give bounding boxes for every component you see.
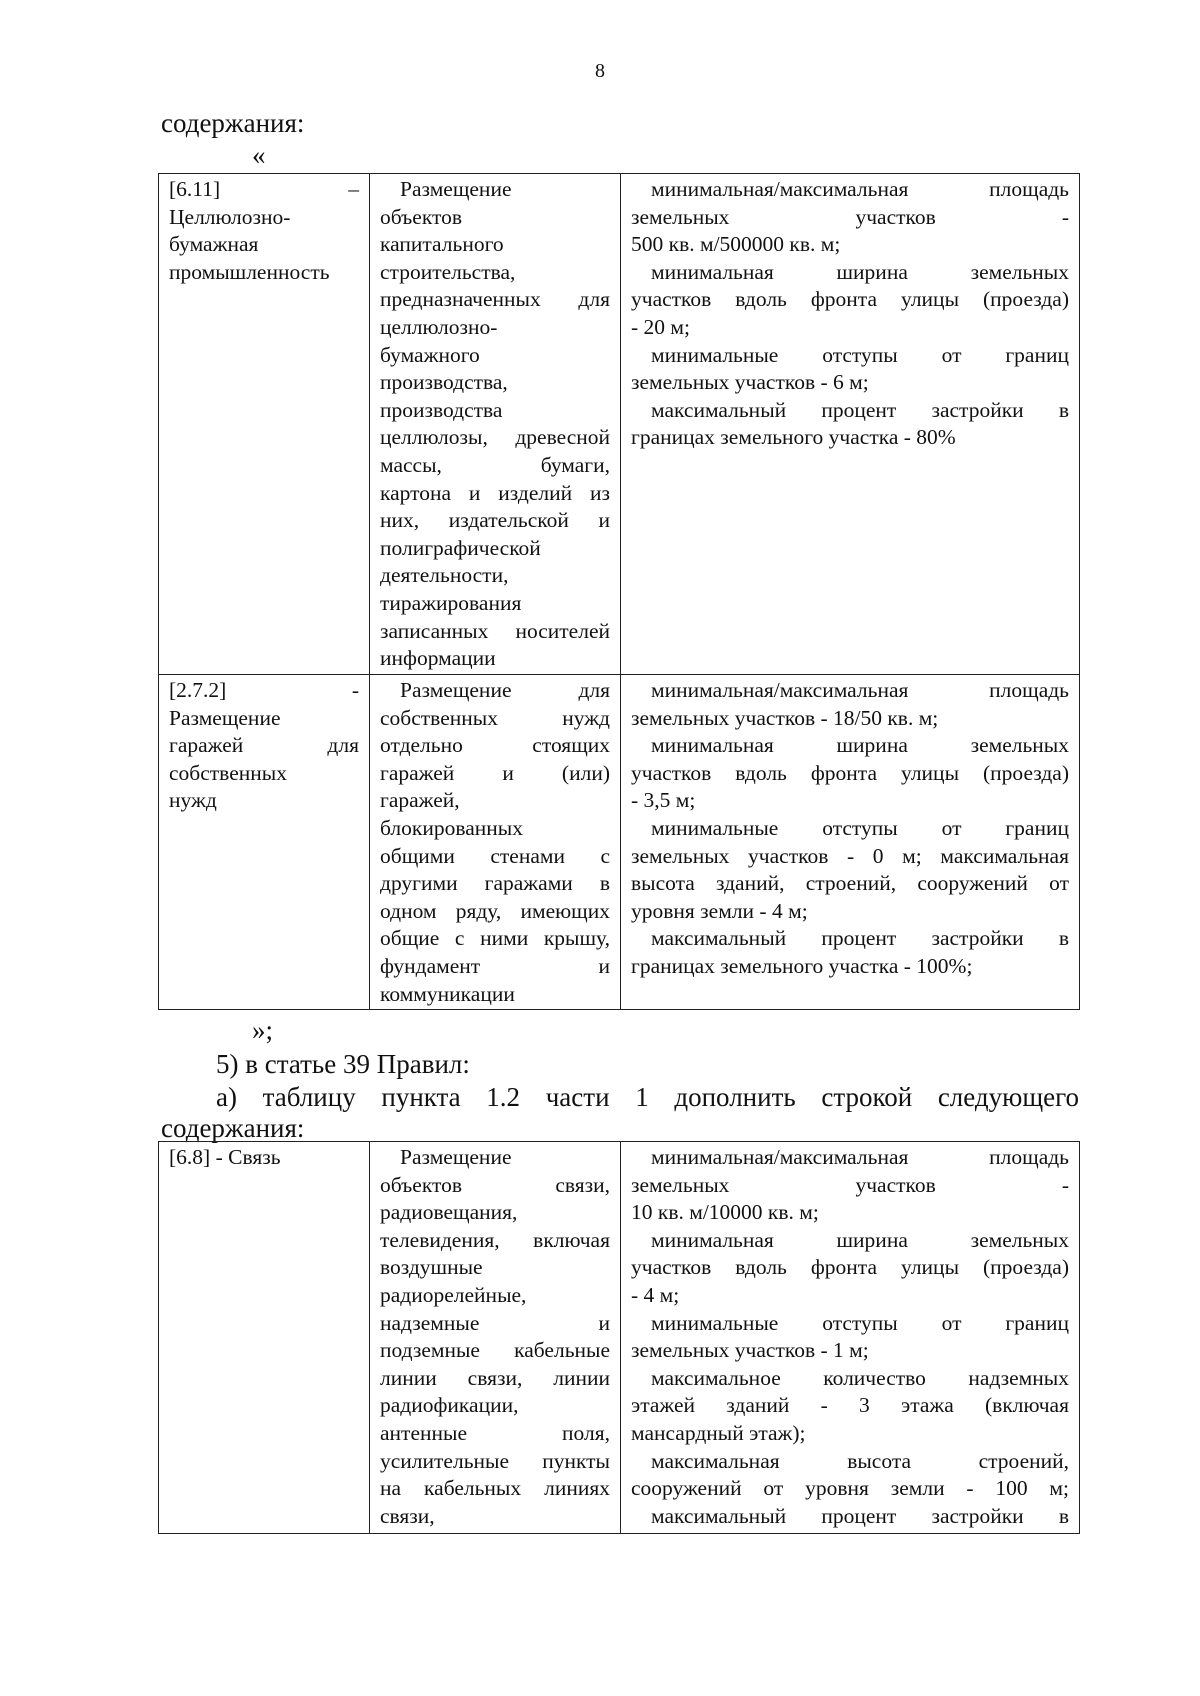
description-line: них, издательской и — [380, 508, 610, 533]
parameter-line: уровня земли - 4 м; — [631, 898, 808, 923]
description-line: объектов — [380, 204, 462, 229]
description-line: линии связи, линии — [380, 1365, 610, 1390]
description-line: Размещение для — [400, 678, 610, 702]
code-line: Размещение — [169, 705, 281, 730]
code-line: гаражей для — [169, 733, 359, 758]
code-line: [6.11] – — [169, 177, 359, 201]
description-line: Размещение — [400, 1145, 512, 1169]
parameter-line: минимальная ширина земельных — [651, 259, 1069, 284]
parameter-line: максимальный процент застройки в — [651, 926, 1069, 951]
description-line: собственных нужд — [380, 705, 610, 730]
description-line: информации — [380, 646, 496, 671]
page-number: 8 — [595, 60, 605, 82]
parameter-line: земельных участков - 0 м; максимальная — [631, 843, 1069, 868]
code-line: [6.8] - Связь — [169, 1145, 281, 1169]
description-line: предназначенных для — [380, 287, 610, 312]
parameter-line: максимальный процент застройки в — [651, 397, 1069, 422]
parameter-line: минимальная ширина земельных — [651, 1227, 1069, 1252]
parameters-cell — [621, 1142, 1080, 1534]
parameter-line: - 4 м; — [631, 1282, 680, 1307]
parameter-line: минимальные отступы от границ — [651, 342, 1069, 367]
description-line: коммуникации — [380, 981, 515, 1006]
description-line: воздушные — [380, 1255, 483, 1280]
description-line: гаражей, — [380, 788, 460, 813]
parameter-line: максимальное количество надземных — [651, 1365, 1069, 1390]
parameter-line: минимальная/максимальная площадь — [651, 678, 1069, 702]
description-line: капитального — [380, 232, 504, 257]
code-line: собственных — [169, 760, 287, 785]
parameter-line: мансардный этаж); — [631, 1420, 806, 1445]
description-line: картона и изделий из — [380, 480, 610, 505]
parameter-line: минимальные отступы от границ — [651, 815, 1069, 840]
description-line: надземные и — [380, 1310, 610, 1335]
parameter-line: минимальные отступы от границ — [651, 1310, 1069, 1335]
description-line: радиовещания, — [380, 1200, 518, 1225]
description-line: тиражирования — [380, 590, 522, 615]
description-line: связи, — [380, 1503, 435, 1528]
description-cell — [370, 675, 621, 1010]
table-row — [159, 174, 1080, 675]
parameter-line: границах земельного участка - 100%; — [631, 953, 973, 978]
parameter-line: 10 кв. м/10000 кв. м; — [631, 1200, 819, 1225]
description-line: телевидения, включая — [380, 1227, 610, 1252]
description-line: другими гаражами в — [380, 871, 610, 896]
table-row — [159, 1142, 1080, 1534]
parameter-line: минимальная ширина земельных — [651, 733, 1069, 758]
description-line: бумажного — [380, 342, 480, 367]
parameter-line: минимальная/максимальная площадь — [651, 1145, 1069, 1169]
parameters-cell — [621, 174, 1080, 675]
description-line: фундамент и — [380, 953, 610, 978]
parameter-line: высота зданий, строений, сооружений от — [631, 871, 1069, 896]
description-line: общие с ними крышу, — [380, 926, 610, 951]
code-cell — [159, 174, 370, 675]
description-line: отдельно стоящих — [380, 733, 610, 758]
parameter-line: земельных участков - — [631, 204, 1069, 229]
open-quote: « — [252, 140, 266, 170]
parameter-line: участков вдоль фронта улицы (проезда) — [631, 760, 1069, 785]
item-a: а) таблицу пункта 1.2 части 1 дополнить строкой следующего — [216, 1082, 1079, 1112]
description-line: блокированных — [380, 815, 523, 840]
code-line: бумажная — [169, 232, 259, 257]
land-use-table-2 — [158, 1141, 1080, 1534]
parameter-line: земельных участков - — [631, 1172, 1069, 1197]
land-use-table-1 — [158, 173, 1080, 1010]
description-line: гаражей и (или) — [380, 760, 610, 785]
intro-word: содержания: — [161, 108, 305, 138]
description-line: деятельности, — [380, 563, 509, 588]
description-line: производства, — [380, 370, 508, 395]
description-line: усилительные пункты — [380, 1448, 610, 1473]
description-line: Размещение — [400, 177, 512, 201]
description-cell — [370, 174, 621, 675]
parameter-line: максимальная высота строений, — [651, 1448, 1069, 1473]
parameter-line: границах земельного участка - 80% — [631, 425, 956, 450]
description-line: объектов связи, — [380, 1172, 610, 1197]
item-5: 5) в статье 39 Правил: — [216, 1049, 470, 1079]
code-cell — [159, 1142, 370, 1534]
parameter-line: - 3,5 м; — [631, 788, 696, 813]
description-line: целлюлозно- — [380, 314, 498, 339]
close-quote: »; — [252, 1015, 274, 1045]
parameter-line: этажей зданий - 3 этажа (включая — [631, 1393, 1069, 1418]
description-line: записанных носителей — [380, 618, 610, 643]
description-line: целлюлозы, древесной — [380, 425, 610, 450]
description-line: радиорелейные, — [380, 1282, 527, 1307]
parameter-line: минимальная/максимальная площадь — [651, 177, 1069, 201]
item-a-end: содержания: — [161, 1113, 305, 1143]
parameter-line: участков вдоль фронта улицы (проезда) — [631, 1255, 1069, 1280]
code-line: промышленность — [169, 259, 330, 284]
parameters-cell — [621, 675, 1080, 1010]
parameter-line: - 20 м; — [631, 314, 690, 339]
parameter-line: земельных участков - 18/50 кв. м; — [631, 705, 939, 730]
parameter-line: сооружений от уровня земли - 100 м; — [631, 1476, 1069, 1501]
description-line: общими стенами с — [380, 843, 610, 868]
description-line: производства — [380, 397, 503, 422]
description-line: на кабельных линиях — [380, 1476, 610, 1501]
description-line: одном ряду, имеющих — [380, 898, 610, 923]
description-line: радиофикации, — [380, 1393, 519, 1418]
parameter-line: максимальный процент застройки в — [651, 1503, 1069, 1528]
code-cell — [159, 675, 370, 1010]
code-line: Целлюлозно- — [169, 204, 291, 229]
description-line: массы, бумаги, — [380, 452, 610, 477]
parameter-line: земельных участков - 1 м; — [631, 1338, 869, 1363]
parameter-line: участков вдоль фронта улицы (проезда) — [631, 287, 1069, 312]
table-row — [159, 675, 1080, 1010]
description-line: подземные кабельные — [380, 1338, 610, 1363]
description-line: строительства, — [380, 259, 516, 284]
description-line: антенные поля, — [380, 1420, 610, 1445]
code-line: нужд — [169, 788, 217, 813]
parameter-line: 500 кв. м/500000 кв. м; — [631, 232, 841, 257]
description-line: полиграфической — [380, 535, 541, 560]
code-line: [2.7.2] - — [169, 678, 359, 702]
parameter-line: земельных участков - 6 м; — [631, 370, 869, 395]
description-cell — [370, 1142, 621, 1534]
